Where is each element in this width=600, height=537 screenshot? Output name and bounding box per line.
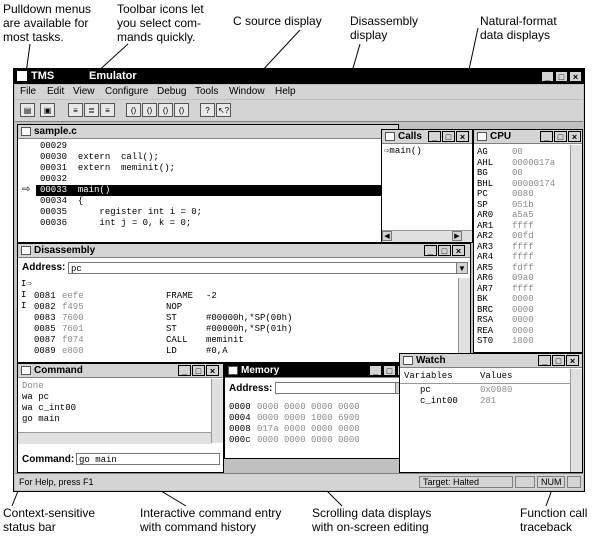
source-line[interactable]: 00035 register int i = 0; bbox=[40, 207, 203, 217]
help-icon[interactable]: ? bbox=[200, 103, 215, 117]
cpu-register-name: PC bbox=[477, 189, 488, 199]
watch-close-button[interactable]: × bbox=[566, 355, 579, 366]
app-title-bar bbox=[14, 69, 584, 84]
cpu-register-value[interactable]: fdff bbox=[512, 262, 534, 273]
menu-configure[interactable]: Configure bbox=[105, 86, 149, 97]
command-history-line[interactable]: wa c_int00 bbox=[22, 403, 77, 413]
app-title: TMS bbox=[31, 70, 55, 82]
calls-close-button[interactable]: × bbox=[456, 131, 469, 142]
mem-row-address: 0000 bbox=[229, 402, 251, 412]
dis-address-dropdown-icon[interactable]: ▼ bbox=[456, 262, 468, 274]
cpu-register-name: AR2 bbox=[477, 231, 494, 241]
watch-var-value[interactable]: 0x0080 bbox=[480, 385, 513, 395]
app-logo-icon bbox=[17, 71, 27, 81]
cpu-maximize-button[interactable]: □ bbox=[554, 131, 567, 142]
command-icon bbox=[21, 366, 31, 375]
breakpoint-gutter-icon: I bbox=[21, 301, 27, 311]
calls-title: Calls bbox=[398, 131, 422, 142]
load-icon[interactable]: ▣ bbox=[40, 103, 55, 117]
disassembly-window: Disassembly _ □ × Address: pc ▼ 0080 4a16 main: PSHM AR6 I⇨ 0081 eefe FRAME -2 I 0082 f495 NOP I 0083 7600 ST #00000h,*SP(00h) 0085 7601 ST #00000h,*SP(01h) 0087 f074 CALL meminit 0089 e800 LD #0,A bbox=[17, 243, 471, 363]
command-history-line: Done bbox=[22, 381, 44, 391]
status-blank-2 bbox=[567, 476, 581, 488]
cpu-register-value[interactable]: ffff bbox=[512, 220, 534, 231]
mem-minimize-button[interactable]: _ bbox=[369, 365, 382, 376]
cpu-register-name: REA bbox=[477, 325, 494, 336]
breakpoint-gutter-icon: I bbox=[21, 290, 27, 300]
source-line[interactable]: 00030 extern call(); bbox=[40, 152, 159, 162]
disassembly-title: Disassembly bbox=[34, 245, 96, 256]
cpu-minimize-button[interactable]: _ bbox=[540, 131, 553, 142]
cmd-close-button[interactable]: × bbox=[206, 365, 219, 376]
cpu-register-name: SP bbox=[477, 199, 488, 210]
callout-toolbar-icons: Toolbar icons let you select com- mands quickly. bbox=[117, 2, 204, 44]
source-line[interactable]: 00034 { bbox=[40, 196, 84, 206]
app-maximize-button[interactable]: □ bbox=[555, 71, 568, 82]
cpu-register-name: AR6 bbox=[477, 273, 494, 283]
cpu-register-name: AG bbox=[477, 147, 488, 157]
callout-status-bar: Context-sensitive status bar bbox=[3, 506, 96, 534]
source-title-bar bbox=[18, 125, 398, 139]
menu-help[interactable]: Help bbox=[275, 86, 296, 97]
cpu-register-name: RSA bbox=[477, 315, 494, 325]
cpu-register-name: AR3 bbox=[477, 241, 494, 252]
step-out-icon[interactable]: () bbox=[142, 103, 157, 117]
context-help-icon[interactable]: ↖? bbox=[216, 103, 231, 117]
cpu-register-value[interactable]: a5a5 bbox=[512, 210, 534, 220]
status-target: Target: Halted bbox=[419, 476, 513, 488]
cpu-register-name: AR4 bbox=[477, 252, 494, 262]
menu-view[interactable]: View bbox=[73, 86, 95, 97]
calls-minimize-button[interactable]: _ bbox=[428, 131, 441, 142]
callout-natural-format: Natural-format data displays bbox=[480, 14, 557, 42]
mem-row-address: 0004 bbox=[229, 413, 251, 423]
menu-file[interactable]: File bbox=[20, 86, 37, 97]
calls-scroll-right[interactable]: ▶ bbox=[452, 231, 462, 241]
source-line[interactable]: 00031 extern meminit(); bbox=[40, 163, 176, 173]
cpu-register-name: AR7 bbox=[477, 283, 494, 294]
cpu-vscrollbar[interactable] bbox=[570, 145, 582, 352]
mem-row-words[interactable]: 017a 0000 0000 0000 bbox=[257, 424, 360, 434]
mem-row-words[interactable]: 0000 0000 1000 6900 bbox=[257, 413, 360, 423]
watch-title: Watch bbox=[416, 355, 446, 366]
command-history-line[interactable]: go main bbox=[22, 414, 60, 424]
cpu-register-value[interactable]: 09a0 bbox=[512, 273, 534, 283]
calls-title-bar bbox=[382, 130, 472, 144]
watch-icon bbox=[403, 356, 413, 365]
cpu-register-value[interactable]: ffff bbox=[512, 252, 534, 262]
mem-row-words[interactable]: 0000 0000 0000 0000 bbox=[257, 402, 360, 412]
source-line[interactable]: 00032 bbox=[40, 174, 68, 184]
cpu-register-value[interactable]: 0000 bbox=[512, 325, 534, 336]
cpu-register-value[interactable]: 00 bbox=[512, 168, 523, 178]
watch-vscrollbar[interactable] bbox=[570, 369, 582, 472]
cpu-register-value[interactable]: ffff bbox=[512, 283, 534, 294]
pc-arrow-icon: ⇨ bbox=[22, 184, 31, 195]
step-into-icon[interactable]: ≡ bbox=[68, 103, 83, 117]
cpu-title-bar bbox=[474, 130, 582, 144]
source-file-icon bbox=[21, 127, 31, 136]
watch-var-name[interactable]: pc bbox=[420, 385, 431, 395]
cmd-minimize-button[interactable]: _ bbox=[178, 365, 191, 376]
open-icon[interactable]: ▤ bbox=[20, 103, 35, 117]
memory-icon bbox=[228, 366, 238, 375]
mem-row-words[interactable]: 0000 0000 0000 0000 bbox=[257, 435, 360, 445]
app-subtitle: Emulator bbox=[89, 70, 137, 82]
dis-vscrollbar[interactable] bbox=[458, 278, 470, 362]
command-title: Command bbox=[34, 365, 83, 376]
callout-pulldown-menus: Pulldown menus are available for most tasks. bbox=[3, 2, 92, 44]
cpu-register-name: ST0 bbox=[477, 336, 494, 346]
status-blank bbox=[515, 476, 535, 488]
call-entry[interactable]: ⇨main() bbox=[384, 146, 422, 156]
emulator-window bbox=[13, 68, 585, 492]
status-bar bbox=[15, 473, 583, 490]
cpu-register-value[interactable]: 00 bbox=[512, 147, 523, 157]
watch-var-name[interactable]: c_int00 bbox=[420, 396, 458, 406]
app-close-button[interactable]: × bbox=[569, 71, 582, 82]
cpu-register-value[interactable]: 0000 bbox=[512, 294, 534, 304]
callout-command-entry: Interactive command entry with command history bbox=[140, 506, 282, 534]
cpu-register-value[interactable]: 00fd bbox=[512, 231, 534, 241]
watch-minimize-button[interactable]: _ bbox=[538, 355, 551, 366]
run-icon[interactable]: ≡ bbox=[100, 103, 115, 117]
mem-row-address: 000c bbox=[229, 435, 251, 445]
step-over-icon[interactable]: ≣ bbox=[84, 103, 99, 117]
memory-title-bar bbox=[225, 364, 413, 378]
cpu-close-button[interactable]: × bbox=[568, 131, 581, 142]
cpu-register-name: AR0 bbox=[477, 210, 494, 220]
command-input[interactable]: go main bbox=[76, 453, 220, 465]
menu-window[interactable]: Window bbox=[229, 86, 265, 97]
disassembly-title-bar bbox=[18, 244, 470, 258]
mem-address-label: Address: bbox=[229, 383, 273, 394]
cmd-vscrollbar[interactable] bbox=[211, 379, 223, 443]
command-window bbox=[17, 363, 224, 473]
cpu-register-name: AHL bbox=[477, 157, 494, 168]
cpu-register-value[interactable]: 0080 bbox=[512, 189, 534, 199]
mem-maximize-button[interactable]: □ bbox=[383, 365, 396, 376]
dis-address-input[interactable]: pc bbox=[68, 262, 458, 274]
disassembly-icon bbox=[21, 246, 31, 255]
cpu-title: CPU bbox=[490, 131, 512, 142]
watch-header-values: Values bbox=[480, 371, 513, 381]
watch-maximize-button[interactable]: □ bbox=[552, 355, 565, 366]
run-to-icon[interactable]: () bbox=[126, 103, 141, 117]
command-history-line[interactable]: wa pc bbox=[22, 392, 50, 402]
callout-scrolling-data: Scrolling data displays with on-screen editing bbox=[312, 506, 432, 534]
source-line[interactable]: 00029 bbox=[40, 141, 68, 151]
watch-header-variables: Variables bbox=[404, 371, 453, 381]
cpu-register-name: BRC bbox=[477, 304, 494, 315]
cmd-maximize-button[interactable]: □ bbox=[192, 365, 205, 376]
cpu-icon bbox=[477, 132, 487, 141]
command-label: Command: bbox=[22, 454, 75, 465]
calls-hscrollbar[interactable] bbox=[382, 230, 472, 242]
watch-var-value[interactable]: 281 bbox=[480, 396, 497, 406]
status-help-text: For Help, press F1 bbox=[19, 477, 94, 487]
calls-scroll-left[interactable]: ◀ bbox=[382, 231, 392, 241]
watch-header-divider bbox=[400, 383, 570, 384]
cpu-register-name: BG bbox=[477, 168, 488, 178]
source-title: sample.c bbox=[34, 126, 77, 137]
cmd-hscrollbar[interactable] bbox=[18, 432, 212, 444]
dis-minimize-button[interactable]: _ bbox=[424, 245, 437, 256]
app-minimize-button[interactable]: _ bbox=[541, 71, 554, 82]
cpu-register-name: AR1 bbox=[477, 220, 494, 231]
cpu-register-value[interactable]: 0000 bbox=[512, 304, 534, 315]
watch-title-bar bbox=[400, 354, 582, 368]
calls-maximize-button[interactable]: □ bbox=[442, 131, 455, 142]
source-line-current[interactable]: 00033 main() bbox=[36, 185, 399, 196]
cpu-register-name: BHL bbox=[477, 178, 494, 189]
dis-maximize-button[interactable]: □ bbox=[438, 245, 451, 256]
source-line[interactable]: 00036 int j = 0, k = 0; bbox=[40, 218, 192, 228]
mem-address-input[interactable] bbox=[275, 382, 397, 394]
command-title-bar bbox=[18, 364, 223, 378]
cpu-register-value[interactable]: 00000174 bbox=[512, 178, 556, 189]
callout-disassembly: Disassembly display bbox=[350, 14, 419, 42]
calls-icon bbox=[385, 132, 395, 141]
status-num: NUM bbox=[537, 476, 565, 488]
cpu-register-value[interactable]: 1800 bbox=[512, 336, 534, 346]
source-window bbox=[17, 124, 399, 243]
pc-arrow-icon: I⇨ bbox=[21, 279, 32, 289]
calls-window bbox=[381, 129, 473, 243]
watch-window bbox=[399, 353, 583, 473]
memory-window bbox=[224, 363, 414, 459]
toolbar bbox=[15, 100, 583, 122]
callout-c-source: C source display bbox=[233, 14, 322, 28]
menu-edit[interactable]: Edit bbox=[47, 86, 65, 97]
dis-address-label: Address: bbox=[22, 262, 66, 273]
cpu-register-value[interactable]: 0000017a bbox=[512, 157, 556, 168]
cpu-register-name: AR5 bbox=[477, 262, 494, 273]
menu-debug[interactable]: Debug bbox=[157, 86, 187, 97]
mem-row-address: 0008 bbox=[229, 424, 251, 434]
reset-icon[interactable]: () bbox=[174, 103, 189, 117]
cpu-register-value[interactable]: 051b bbox=[512, 199, 534, 210]
cpu-register-name: BK bbox=[477, 294, 488, 304]
menu-tools[interactable]: Tools bbox=[195, 86, 219, 97]
menu-bar bbox=[15, 85, 583, 99]
cpu-register-value[interactable]: ffff bbox=[512, 241, 534, 252]
halt-icon[interactable]: () bbox=[158, 103, 173, 117]
callout-function-call: Function call traceback bbox=[520, 506, 588, 534]
memory-title: Memory bbox=[241, 365, 280, 376]
cpu-register-value[interactable]: 0000 bbox=[512, 315, 534, 325]
dis-close-button[interactable]: × bbox=[452, 245, 465, 256]
cpu-window bbox=[473, 129, 583, 353]
